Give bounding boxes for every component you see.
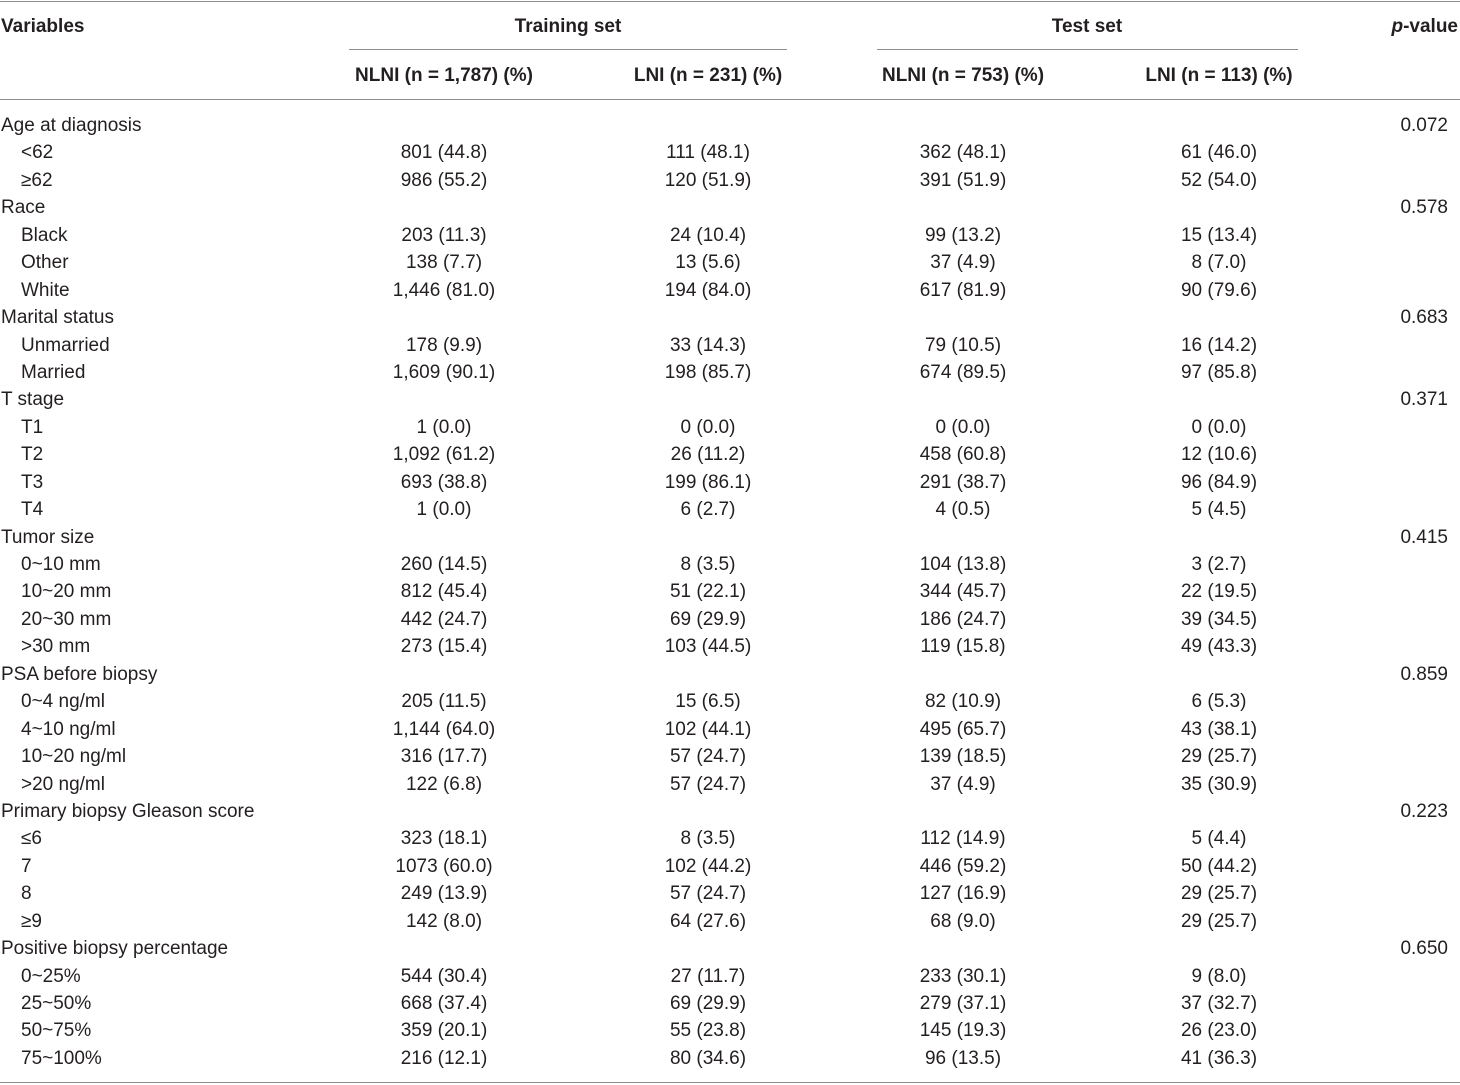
test-set-header: Test set [1051, 16, 1123, 37]
category-label: 10~20 mm [21, 581, 112, 603]
p-value-cell: 0.578 [1400, 197, 1448, 219]
table-row [0, 359, 1460, 386]
table-cell: 8 (3.5) [680, 828, 736, 850]
table-cell: 205 (11.5) [401, 691, 487, 713]
table-cell: 99 (13.2) [924, 224, 1002, 246]
category-label: T3 [21, 471, 44, 493]
table-row [0, 167, 1460, 194]
table-cell: 8 (3.5) [680, 554, 736, 575]
table-cell: 801 (44.8) [400, 142, 488, 164]
table-cell: 49 (43.3) [1180, 636, 1258, 658]
category-label: 4~10 ng/ml [21, 718, 116, 740]
table-row [0, 249, 1460, 276]
table-cell: 96 (84.9) [1180, 471, 1258, 493]
table-cell: 55 (23.8) [669, 1020, 747, 1042]
table-cell: 69 (29.9) [669, 993, 747, 1014]
table-cell: 1,446 (81.0) [392, 279, 496, 301]
table-cell: 5 (4.4) [1191, 828, 1247, 850]
table-cell: 1,609 (90.1) [392, 361, 496, 383]
table-cell: 178 (9.9) [405, 334, 483, 356]
training-set-header: Training set [514, 16, 622, 37]
variable-group-row [0, 935, 1460, 962]
table-cell: 64 (27.6) [669, 910, 747, 932]
table-cell: 37 (32.7) [1180, 993, 1258, 1014]
table-cell: 79 (10.5) [924, 334, 1002, 356]
table-row [0, 277, 1460, 304]
table-row [0, 469, 1460, 496]
table-cell: 359 (20.1) [400, 1020, 488, 1042]
table-row [0, 908, 1460, 935]
p-value-cell: 0.415 [1400, 526, 1448, 548]
table-cell: 90 (79.6) [1180, 279, 1258, 301]
table-cell: 13 (5.6) [675, 252, 741, 274]
table-cell: 291 (38.7) [919, 471, 1007, 493]
table-cell: 446 (59.2) [919, 855, 1007, 877]
category-label: T1 [21, 416, 44, 438]
table-cell: 16 (14.2) [1180, 334, 1258, 356]
category-label: ≤6 [21, 828, 42, 850]
table-cell: 112 (14.9) [920, 828, 1006, 850]
table-row [0, 139, 1460, 166]
table-cell: 127 (16.9) [919, 883, 1007, 905]
category-label: Black [21, 224, 68, 246]
table-cell: 29 (25.7) [1180, 883, 1258, 905]
table-cell: 5 (4.5) [1191, 499, 1247, 521]
table-cell: 442 (24.7) [400, 608, 488, 630]
category-label: Other [21, 252, 69, 274]
table-cell: 80 (34.6) [669, 1047, 747, 1069]
table-cell: 33 (14.3) [669, 334, 747, 356]
table-cell: 120 (51.9) [664, 169, 752, 191]
table-cell: 111 (48.1) [666, 142, 750, 164]
variable-group-row [0, 112, 1460, 139]
table-cell: 142 (8.0) [405, 910, 483, 932]
category-label: 20~30 mm [21, 608, 112, 630]
table-cell: 186 (24.7) [919, 608, 1007, 630]
category-label: Married [21, 361, 86, 383]
table-cell: 233 (30.1) [919, 965, 1007, 987]
table-cell: 1 (0.0) [416, 499, 472, 521]
table-row [0, 963, 1460, 990]
table-cell: 316 (17.7) [400, 746, 488, 768]
table-cell: 68 (9.0) [930, 910, 996, 932]
table-cell: 35 (30.9) [1180, 773, 1258, 795]
table-row [0, 853, 1460, 880]
table-cell: 668 (37.4) [400, 993, 488, 1014]
table-row [0, 716, 1460, 743]
table-cell: 57 (24.7) [669, 746, 747, 768]
table-cell: 6 (2.7) [680, 499, 736, 521]
category-label: 10~20 ng/ml [21, 746, 127, 768]
table-cell: 102 (44.1) [664, 718, 752, 740]
table-cell: 24 (10.4) [669, 224, 747, 246]
table-row [0, 578, 1460, 605]
table-cell: 96 (13.5) [924, 1047, 1002, 1069]
table-cell: 199 (86.1) [664, 471, 752, 493]
table-cell: 103 (44.5) [664, 636, 752, 658]
col-header-training-lni: LNI (n = 231) (%) [633, 65, 783, 86]
training-set-rule [349, 49, 787, 50]
table-cell: 391 (51.9) [919, 169, 1007, 191]
table-cell: 249 (13.9) [400, 883, 488, 905]
table-cell: 458 (60.8) [919, 444, 1007, 466]
table-row [0, 880, 1460, 907]
category-label: ≥9 [21, 910, 42, 932]
table-cell: 82 (10.9) [924, 691, 1002, 713]
table-cell: 22 (19.5) [1180, 581, 1258, 603]
test-set-rule [877, 49, 1298, 50]
table-cell: 273 (15.4) [400, 636, 488, 658]
variable-group-row [0, 661, 1460, 688]
table-row [0, 496, 1460, 523]
category-label: 75~100% [21, 1047, 102, 1069]
category-label: 0~10 mm [21, 554, 101, 575]
table-cell: 29 (25.7) [1180, 910, 1258, 932]
variable-group-row [0, 524, 1460, 551]
table-cell: 6 (5.3) [1191, 691, 1247, 713]
variable-group-row [0, 304, 1460, 331]
table-cell: 4 (0.5) [935, 499, 991, 521]
table-cell: 1073 (60.0) [395, 855, 493, 877]
table-cell: 57 (24.7) [669, 773, 747, 795]
p-value-cell: 0.683 [1400, 307, 1448, 329]
table-cell: 15 (6.5) [675, 691, 741, 713]
table-row [0, 633, 1460, 660]
table-cell: 1 (0.0) [416, 416, 472, 438]
table-cell: 495 (65.7) [919, 718, 1007, 740]
table-row [0, 990, 1460, 1017]
table-cell: 37 (4.9) [930, 773, 996, 795]
col-header-test-nlni: NLNI (n = 753) (%) [881, 65, 1045, 86]
p-value-cell: 0.223 [1400, 800, 1448, 822]
p-value-cell: 0.371 [1400, 389, 1448, 411]
table-cell: 323 (18.1) [400, 828, 488, 850]
table-cell: 362 (48.1) [919, 142, 1007, 164]
variable-name: PSA before biopsy [1, 663, 158, 685]
p-value-cell: 0.859 [1400, 663, 1448, 685]
table-cell: 69 (29.9) [669, 608, 747, 630]
table-cell: 26 (23.0) [1180, 1020, 1258, 1042]
table-cell: 50 (44.2) [1180, 855, 1258, 877]
table-cell: 0 (0.0) [935, 416, 991, 438]
table-cell: 693 (38.8) [400, 471, 488, 493]
table-cell: 138 (7.7) [405, 252, 483, 274]
col-header-test-lni: LNI (n = 113) (%) [1145, 65, 1293, 86]
category-label: 0~4 ng/ml [21, 691, 105, 713]
table-cell: 812 (45.4) [400, 581, 488, 603]
table-cell: 544 (30.4) [400, 965, 488, 987]
table-cell: 260 (14.5) [400, 554, 488, 575]
variable-name: Primary biopsy Gleason score [1, 800, 255, 822]
category-label: White [21, 279, 70, 301]
table-cell: 12 (10.6) [1180, 444, 1258, 466]
table-row [0, 1045, 1460, 1072]
table-row [0, 551, 1460, 578]
variable-name: Age at diagnosis [1, 115, 142, 136]
category-label: T4 [21, 499, 44, 521]
table-bottom-rule [0, 1082, 1460, 1083]
table-cell: 0 (0.0) [1191, 416, 1247, 438]
table-cell: 617 (81.9) [919, 279, 1007, 301]
table-cell: 8 (7.0) [1191, 252, 1247, 274]
table-cell: 39 (34.5) [1180, 608, 1258, 630]
variable-group-row [0, 798, 1460, 825]
table-cell: 145 (19.3) [919, 1020, 1007, 1042]
table-cell: 26 (11.2) [670, 444, 746, 466]
variable-group-row [0, 386, 1460, 413]
table-row [0, 222, 1460, 249]
table-cell: 216 (12.1) [400, 1047, 488, 1069]
table-row [0, 825, 1460, 852]
category-label: 50~75% [21, 1020, 92, 1042]
table-cell: 279 (37.1) [919, 993, 1007, 1014]
table-cell: 29 (25.7) [1180, 746, 1258, 768]
category-label: >30 mm [21, 636, 91, 658]
p-value-header-rest: -value [1403, 16, 1458, 37]
table-cell: 0 (0.0) [680, 416, 736, 438]
table-cell: 37 (4.9) [930, 252, 996, 274]
table-cell: 51 (22.1) [669, 581, 747, 603]
table-cell: 102 (44.2) [664, 855, 752, 877]
col-header-training-nlni: NLNI (n = 1,787) (%) [355, 65, 533, 86]
variable-name: Positive biopsy percentage [1, 938, 229, 960]
variable-name: Tumor size [1, 526, 95, 548]
header-bottom-rule [0, 99, 1460, 100]
table-cell: 198 (85.7) [664, 361, 752, 383]
table-cell: 1,092 (61.2) [392, 444, 496, 466]
p-value-header-italic: p [1391, 16, 1404, 37]
table-cell: 57 (24.7) [669, 883, 747, 905]
category-label: 25~50% [21, 993, 92, 1014]
category-label: >20 ng/ml [21, 773, 105, 795]
table-cell: 203 (11.3) [401, 224, 487, 246]
p-value-cell: 0.072 [1400, 115, 1448, 136]
table-body [0, 112, 1460, 1072]
table-cell: 52 (54.0) [1180, 169, 1258, 191]
table-cell: 194 (84.0) [664, 279, 752, 301]
table-cell: 27 (11.7) [670, 965, 746, 987]
category-label: T2 [21, 444, 44, 466]
table-cell: 1,144 (64.0) [392, 718, 496, 740]
table-cell: 61 (46.0) [1180, 142, 1258, 164]
table-row [0, 1017, 1460, 1044]
table-top-rule [0, 1, 1460, 2]
category-label: <62 [21, 142, 54, 164]
variable-name: Marital status [1, 307, 114, 329]
table-cell: 3 (2.7) [1191, 554, 1247, 575]
table-row [0, 688, 1460, 715]
table-cell: 986 (55.2) [400, 169, 488, 191]
table-cell: 344 (45.7) [919, 581, 1007, 603]
table-cell: 15 (13.4) [1180, 224, 1258, 246]
table-row [0, 606, 1460, 633]
p-value-cell: 0.650 [1400, 938, 1448, 960]
category-label: 0~25% [21, 965, 81, 987]
category-label: Unmarried [21, 334, 110, 356]
category-label: ≥62 [21, 169, 53, 191]
table-cell: 119 (15.8) [920, 636, 1006, 658]
table-cell: 104 (13.8) [919, 554, 1007, 575]
p-value-header [1391, 16, 1458, 38]
table-cell: 9 (8.0) [1191, 965, 1247, 987]
variable-name: T stage [1, 389, 65, 411]
category-label: 7 [21, 855, 32, 877]
table-row [0, 771, 1460, 798]
table-cell: 43 (38.1) [1180, 718, 1258, 740]
variable-name: Race [1, 197, 46, 219]
table-row [0, 332, 1460, 359]
table-cell: 122 (6.8) [405, 773, 483, 795]
table-row [0, 441, 1460, 468]
table-cell: 41 (36.3) [1180, 1047, 1258, 1069]
table-row [0, 743, 1460, 770]
variables-header: Variables [1, 16, 85, 37]
table-cell: 97 (85.8) [1180, 361, 1258, 383]
table-row [0, 414, 1460, 441]
variable-group-row [0, 194, 1460, 221]
category-label: 8 [21, 883, 32, 905]
table-cell: 139 (18.5) [919, 746, 1007, 768]
table-cell: 674 (89.5) [919, 361, 1007, 383]
